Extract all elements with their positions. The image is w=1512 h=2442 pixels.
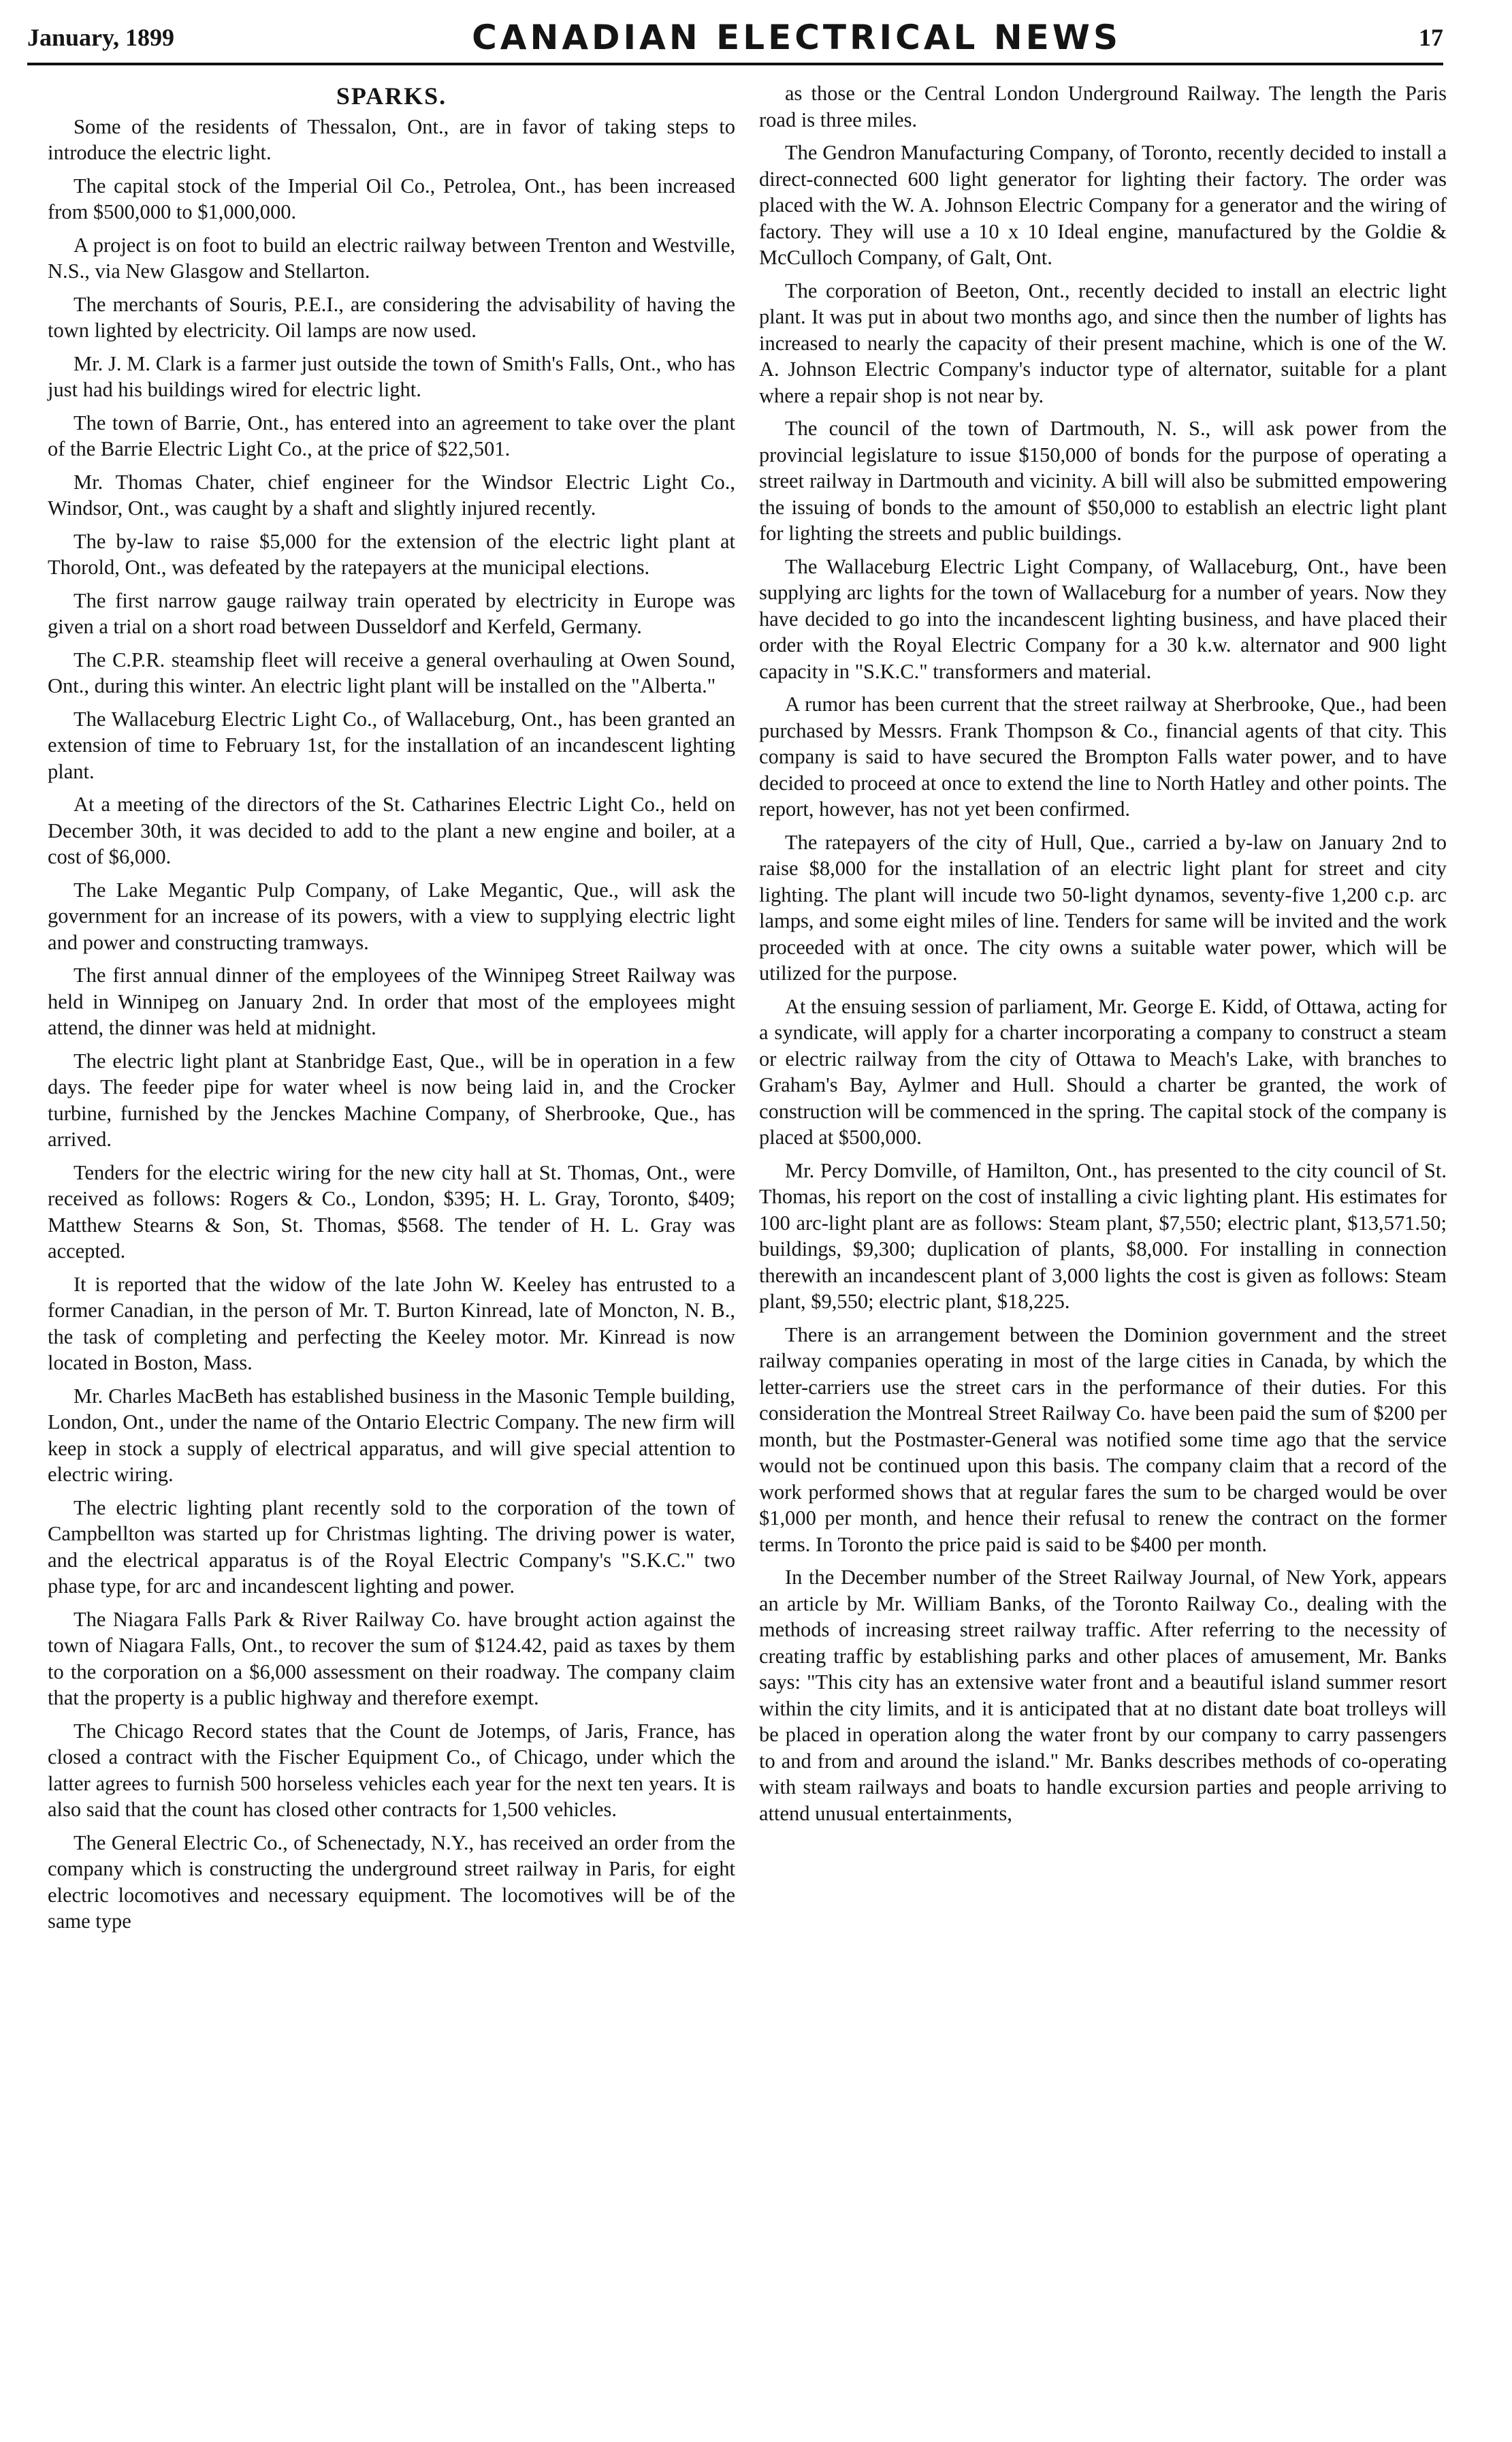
news-item: Mr. Percy Domville, of Hamilton, Ont., has presented to the city council of St. Thomas, his report on the cost of installing a civic lighting plant. His estimates for 100 arc-light plant are as follows: Steam plant, $7,550; electric plant, $13,571.50; buildings, $9,300; duplication of plants, $8,000. For installing in connection therewith an incandescent plant of 3,000 lights the cost is given as follows: Steam plant, $9,550; electric plant, $18,225. bbox=[759, 1158, 1447, 1313]
publication-title: CANADIAN ELECTRICAL NEWS bbox=[472, 18, 1121, 57]
news-item: Mr. Charles MacBeth has established business in the Masonic Temple building, London, Ont., under the name of the Ontario Electric Company. The new firm will keep in stock a supply of electrical apparatus, and will give special attention to electric wiring. bbox=[48, 1384, 735, 1486]
news-item: The corporation of Beeton, Ont., recently decided to install an electric light plant. It was put in about two months ago, and since then the number of lights has increased to nearly the capacity of their present machine, which is one of the W. A. Johnson Electric Company's inductor type of alternator, suitable for a plant where a repair shop is not near by. bbox=[759, 279, 1447, 407]
news-item: It is reported that the widow of the late John W. Keeley has entrusted to a former Canadian, in the person of Mr. T. Burton Kinread, late of Moncton, N. B., the task of completing and perfecting the Keeley motor. Mr. Kinread is now located in Boston, Mass. bbox=[48, 1272, 735, 1374]
news-item: The council of the town of Dartmouth, N. S., will ask power from the provincial legislature to issue $150,000 of bonds for the purpose of operating a street railway in Dartmouth and vicinity. A bill will also be submitted empowering the issuing of bonds to the amount of $50,000 to establish an electric light plant for lighting the streets and public buildings. bbox=[759, 417, 1447, 545]
news-item: Tenders for the electric wiring for the new city hall at St. Thomas, Ont., were received as follows: Rogers & Co., London, $395; H. L. Gray, Toronto, $409; Matthew Stearns & Son, St. Thomas, $568. The tender of H. L. Gray was accepted. bbox=[48, 1160, 735, 1263]
news-item: The town of Barrie, Ont., has entered into an agreement to take over the plant of the Barrie Electric Light Co., at the price of $22,501. bbox=[48, 411, 735, 460]
right-column bbox=[759, 80, 1447, 1833]
news-item: The electric lighting plant recently sold to the corporation of the town of Campbellton was started up for Christmas lighting. The driving power is water, and the electrical apparatus is of the Royal Electric Company's "S.K.C." two phase type, for arc and incandescent lighting and power. bbox=[48, 1495, 735, 1598]
news-item: Mr. Thomas Chater, chief engineer for the Windsor Electric Light Co., Windsor, Ont., was caught by a shaft and slightly injured recently. bbox=[48, 470, 735, 520]
news-item: The first annual dinner of the employees of the Winnipeg Street Railway was held in Winnipeg on January 2nd. In order that most of the employees might attend, the dinner was held at midnight. bbox=[48, 964, 735, 1039]
section-title: SPARKS. bbox=[336, 82, 447, 110]
news-item: The by-law to raise $5,000 for the extension of the electric light plant at Thorold, Ont., was defeated by the ratepayers at the municipal elections. bbox=[48, 529, 735, 579]
news-item: There is an arrangement between the Dominion government and the street railway companies operating in most of the large cities in Canada, by which the letter-carriers use the street cars in the performance of their duties. For this consideration the Montreal Street Railway Co. have been paid the sum of $200 per month, but the Postmaster-General was notified some time ago that the service would not be continued upon this basis. The company claim that a record of the work performed shows that at regular fares the sum to be charged would be over $1,000 per month, and hence their refusal to renew the contract on the former terms. In Toronto the price paid is said to be $400 per month. bbox=[759, 1322, 1447, 1556]
news-item: A rumor has been current that the street railway at Sherbrooke, Que., had been purchased by Messrs. Frank Thompson & Co., financial agents of that city. This company is said to have secured the Brompton Falls water power, and to have decided to proceed at once to extend the line to North Hatley and other points. The report, however, has not yet been confirmed. bbox=[759, 693, 1447, 821]
news-item: The first narrow gauge railway train operated by electricity in Europe was given a trial on a short road between Dusseldorf and Kerfeld, Germany. bbox=[48, 588, 735, 638]
news-item: The Wallaceburg Electric Light Company, of Wallaceburg, Ont., have been supplying arc lights for the town of Wallaceburg for a number of years. Now they have decided to go into the incandescent lighting business, and have placed their order with the Royal Electric Company for a 30 k.w. alternator and 900 light capacity in "S.K.C." transformers and material. bbox=[759, 554, 1447, 683]
news-item: The General Electric Co., of Schenectady, N.Y., has received an order from the company which is constructing the underground street railway in Paris, for eight electric locomotives and necessary equipment. The locomotives will be of the same type bbox=[48, 1830, 735, 1933]
news-item: The Gendron Manufacturing Company, of Toronto, recently decided to install a direct-connected 600 light generator for lighting their factory. The order was placed with the W. A. Johnson Electric Company for a generator and the wiring of factory. They will use a 10 x 10 Ideal engine, manufactured by the Goldie & McCulloch Company, of Galt, Ont. bbox=[759, 141, 1447, 269]
news-item: A project is on foot to build an electric railway between Trenton and Westville, N.S., via New Glasgow and Stellarton. bbox=[48, 233, 735, 283]
news-item: The Niagara Falls Park & River Railway Co. have brought action against the town of Niagara Falls, Ont., to recover the sum of $124.42, paid as taxes by them to the corporation on a $6,000 assessment on their roadway. The company claim that the property is a public highway and therefore exempt. bbox=[48, 1607, 735, 1709]
news-item: The Chicago Record states that the Count de Jotemps, of Jaris, France, has closed a contract with the Fischer Equipment Co., of Chicago, under which the latter agrees to furnish 500 horseless vehicles each year for the next ten years. It is also said that the count has closed other contracts for 1,500 vehicles. bbox=[48, 1719, 735, 1821]
news-item: The Lake Megantic Pulp Company, of Lake Megantic, Que., will ask the government for an increase of its powers, with a view to supplying electric light and power and constructing tramways. bbox=[48, 878, 735, 954]
news-item: At the ensuing session of parliament, Mr. George E. Kidd, of Ottawa, acting for a syndicate, will apply for a charter incorporating a company to construct a steam or electric railway from the city of Ottawa to Meach's Lake, with branches to Graham's Bay, Aylmer and Hull. Should a charter be granted, the work of construction will be commenced in the spring. The capital stock of the company is placed at $500,000. bbox=[759, 994, 1447, 1149]
news-item: The C.P.R. steamship fleet will receive a general overhauling at Owen Sound, Ont., during this winter. An electric light plant will be installed on the "Alberta." bbox=[48, 648, 735, 697]
news-item: In the December number of the Street Railway Journal, of New York, appears an article by Mr. William Banks, of the Toronto Railway Co., dealing with the methods of increasing street railway traffic. After referring to the necessity of creating traffic by establishing parks and other places of amusement, Mr. Banks says: "This city has an extensive water front and a beautiful island summer resort within the city limits, and it is anticipated that at no distant date boat trolleys will be placed in operation along the water front by our company to carry passengers to and from and around the island." Mr. Banks describes methods of co-operating with steam railways and boats to handle excursion parties and people arriving to attend unusual entertainments, bbox=[759, 1566, 1447, 1825]
news-item: Mr. J. M. Clark is a farmer just outside the town of Smith's Falls, Ont., who has just had his buildings wired for electric light. bbox=[48, 351, 735, 401]
news-item: The electric light plant at Stanbridge East, Que., will be in operation in a few days. The feeder pipe for water wheel is now being laid in, and the Crocker turbine, furnished by the Jenckes Machine Company, of Sherbrooke, Que., has arrived. bbox=[48, 1049, 735, 1151]
page-header bbox=[27, 14, 1443, 61]
header-rule bbox=[27, 63, 1443, 65]
news-item: At a meeting of the directors of the St. Catharines Electric Light Co., held on December 30th, it was decided to add to the plant a new engine and boiler, at a cost of $6,000. bbox=[48, 793, 735, 868]
news-item: Some of the residents of Thessalon, Ont., are in favor of taking steps to introduce the electric light. bbox=[48, 114, 735, 164]
news-item: The merchants of Souris, P.E.I., are considering the advisability of having the town lighted by electricity. Oil lamps are now used. bbox=[48, 292, 735, 342]
left-column bbox=[48, 80, 735, 1941]
news-item: The Wallaceburg Electric Light Co., of Wallaceburg, Ont., has been granted an extension of time to February 1st, for the installation of an incandescent lighting plant. bbox=[48, 707, 735, 783]
news-item: as those or the Central London Underground Railway. The length the Paris road is three miles. bbox=[759, 82, 1447, 131]
page-number: 17 bbox=[1419, 24, 1443, 51]
issue-date: January, 1899 bbox=[27, 24, 175, 51]
news-item: The ratepayers of the city of Hull, Que., carried a by-law on January 2nd to raise $8,000 for the installation of an electric light plant for street and city lighting. The plant will incude two 50-light dynamos, seventy-five 1,200 c.p. arc lamps, and some eight miles of line. Tenders for same will be invited and the work proceeded with at once. The city owns a suitable water power, which will be utilized for the purpose. bbox=[759, 830, 1447, 985]
news-item: The capital stock of the Imperial Oil Co., Petrolea, Ont., has been increased from $500,000 to $1,000,000. bbox=[48, 174, 735, 223]
